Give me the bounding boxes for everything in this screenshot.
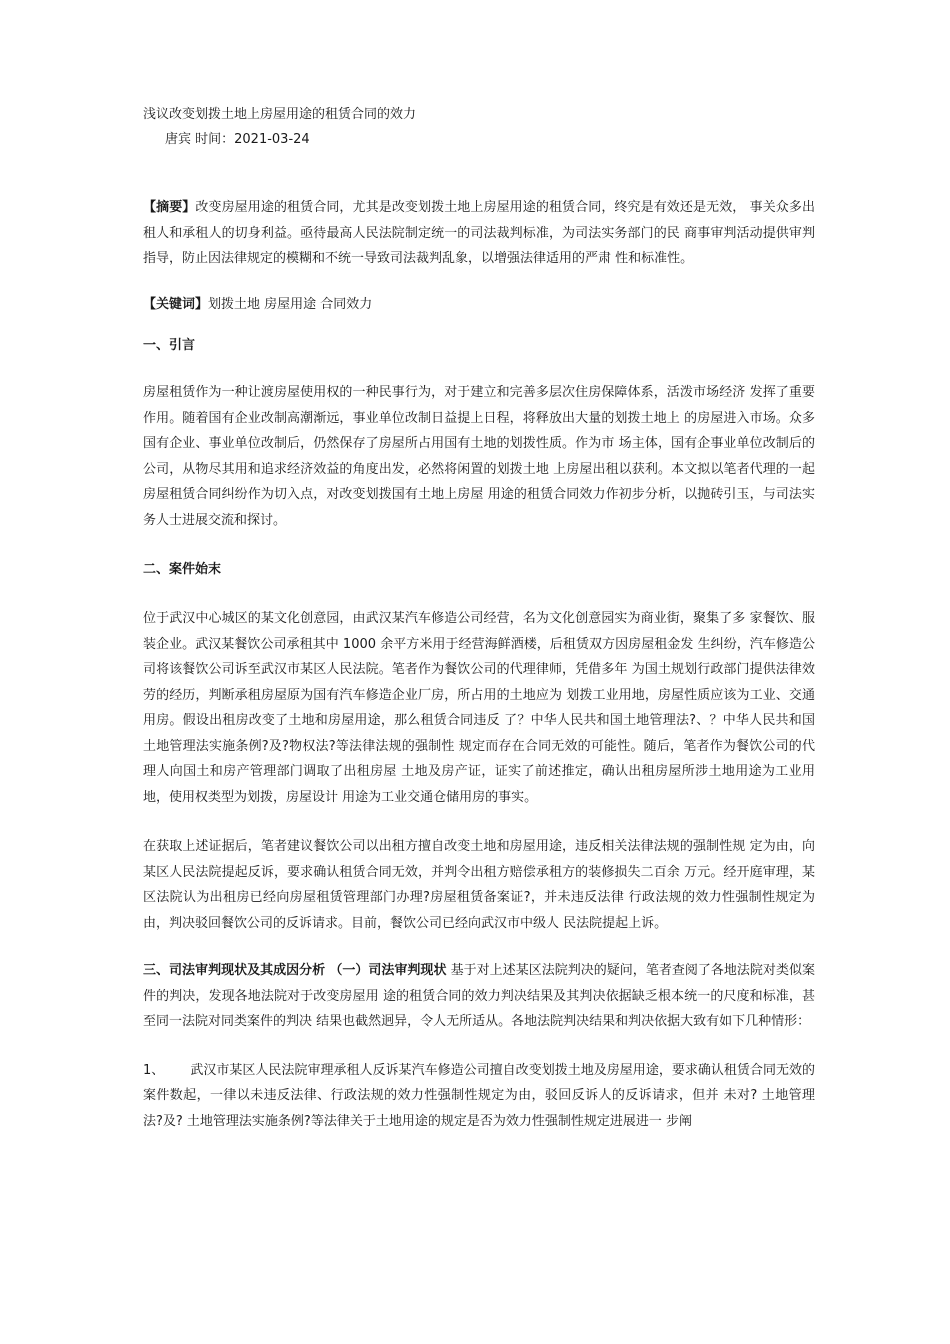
list-item [143,1058,815,1135]
abstract-label: 【摘要】 [143,200,196,215]
section-heading-introduction: 一、引言 [143,338,196,353]
document-title: 浅议改变划拨土地上房屋用途的租赁合同的效力 [143,107,417,122]
subsection-heading-judicial-status: （一）司法审判现状 [329,963,447,978]
section-heading-case: 二、案件始末 [143,562,222,577]
abstract-paragraph [143,195,815,272]
section-heading-judicial: 三、司法审判现状及其成因分析 [143,963,326,978]
case-paragraph-1: 位于武汉中心城区的某文化创意园，由武汉某汽车修造公司经营，名为文化创意园实为商业街，聚集了多 家餐饮、服装企业。武汉某餐饮公司承租其中 1000 余平方米用于经营海鲜酒楼，后租赁双方因房屋租金发 生纠纷，汽车修造公司将该餐饮公司诉至武汉市某区人民法院。笔者作为餐饮公司的代理律师，凭借多年 为国土规划行政部门提供法律效劳的经历，判断承租房屋原为国有汽车修造企业厂房，所占用的土地应为 划拨工业用地，房屋性质应该为工业、交通用房。假设出租房改变了土地和房屋用途，那么租赁合同违反 了？中华人民共和国土地管理法?、？中华人民共和国土地管理法实施条例?及?物权法?等法律法规的强制性 规定而存在合同无效的可能性。随后，笔者作为餐饮公司的代理人向国土和房产管理部门调取了出租房屋 土地及房产证，证实了前述推定，确认出租房屋所涉土地用途为工业用地，使用权类型为划拨，房屋设计 用途为工业交通仓储用房的事实。 [143,611,815,805]
keywords-text: 划拨土地 房屋用途 合同效力 [208,296,373,312]
abstract-text: 改变房屋用途的租赁合同，尤其是改变划拨土地上房屋用途的租赁合同，终究是有效还是无效， 事关众多出租人和承租人的切身利益。亟待最高人民法院制定统一的司法裁判标准，为司法实务部门的民 商事审判活动提供审判指导，防止因法律规定的模糊和不统一导致司法裁判乱象，以增强法律适用的严肃 性和标准性。 [143,200,815,266]
author-date-line: 唐宾 时间：2021-03-24 [165,132,310,147]
judicial-status-paragraph [143,958,815,1035]
document-page [143,104,815,1134]
list-item-text: 武汉市某区人民法院审理承租人反诉某汽车修造公司擅自改变划拨土地及房屋用途，要求确认租赁合同无效的案件数起，一律以未违反法律、行政法规的效力性强制性规定为由，驳回反诉人的反诉请求，但并 未对? 土地管理法?及? 土地管理法实施条例?等法律关于土地用途的规定是否为效力性强制性规定进展进一 步阐 [143,1062,815,1129]
case-paragraph-2: 在获取上述证据后，笔者建议餐饮公司以出租方擅自改变土地和房屋用途，违反相关法律法规的强制性规 定为由，向某区人民法院提起反诉，要求确认租赁合同无效，并判令出租方赔偿承租方的装修损失二百余 万元。经开庭审理，某区法院认为出租房已经向房屋租赁管理部门办理?房屋租赁备案证?，并未违反法律 行政法规的效力性强制性规定为由，判决驳回餐饮公司的反诉请求。目前，餐饮公司已经向武汉市中级人 民法院提起上诉。 [143,839,815,931]
judicial-status-text: 基于对上述某区法院判决的疑问，笔者查阅了各地法院对类似案件的判决，发现各地法院对于改变房屋用 途的租赁合同的效力判决结果及其判决依据缺乏根本统一的尺度和标准，甚至同一法院对同类案件的判决 结果也截然迥异，令人无所适从。各地法院判决结果和判决依据大致有如下几种情形： [143,963,815,1029]
keywords-label: 【关键词】 [143,296,209,312]
list-item-number: 1、 [143,1062,165,1078]
keywords-paragraph [143,292,815,318]
introduction-paragraph: 房屋租赁作为一种让渡房屋使用权的一种民事行为，对于建立和完善多层次住房保障体系，活泼市场经济 发挥了重要作用。随着国有企业改制高潮渐远，事业单位改制日益提上日程，将释放出大量的划拨土地上 的房屋进入市场。众多国有企业、事业单位改制后，仍然保存了房屋所占用国有土地的划拨性质。作为市 场主体，国有企事业单位改制后的公司，从物尽其用和追求经济效益的角度出发，必然将闲置的划拨土地 上房屋出租以获利。本文拟以笔者代理的一起房屋租赁合同纠纷作为切入点，对改变划拨国有土地上房屋 用途的租赁合同效力作初步分析，以抛砖引玉，与司法实务人士进展交流和探讨。 [143,385,815,528]
